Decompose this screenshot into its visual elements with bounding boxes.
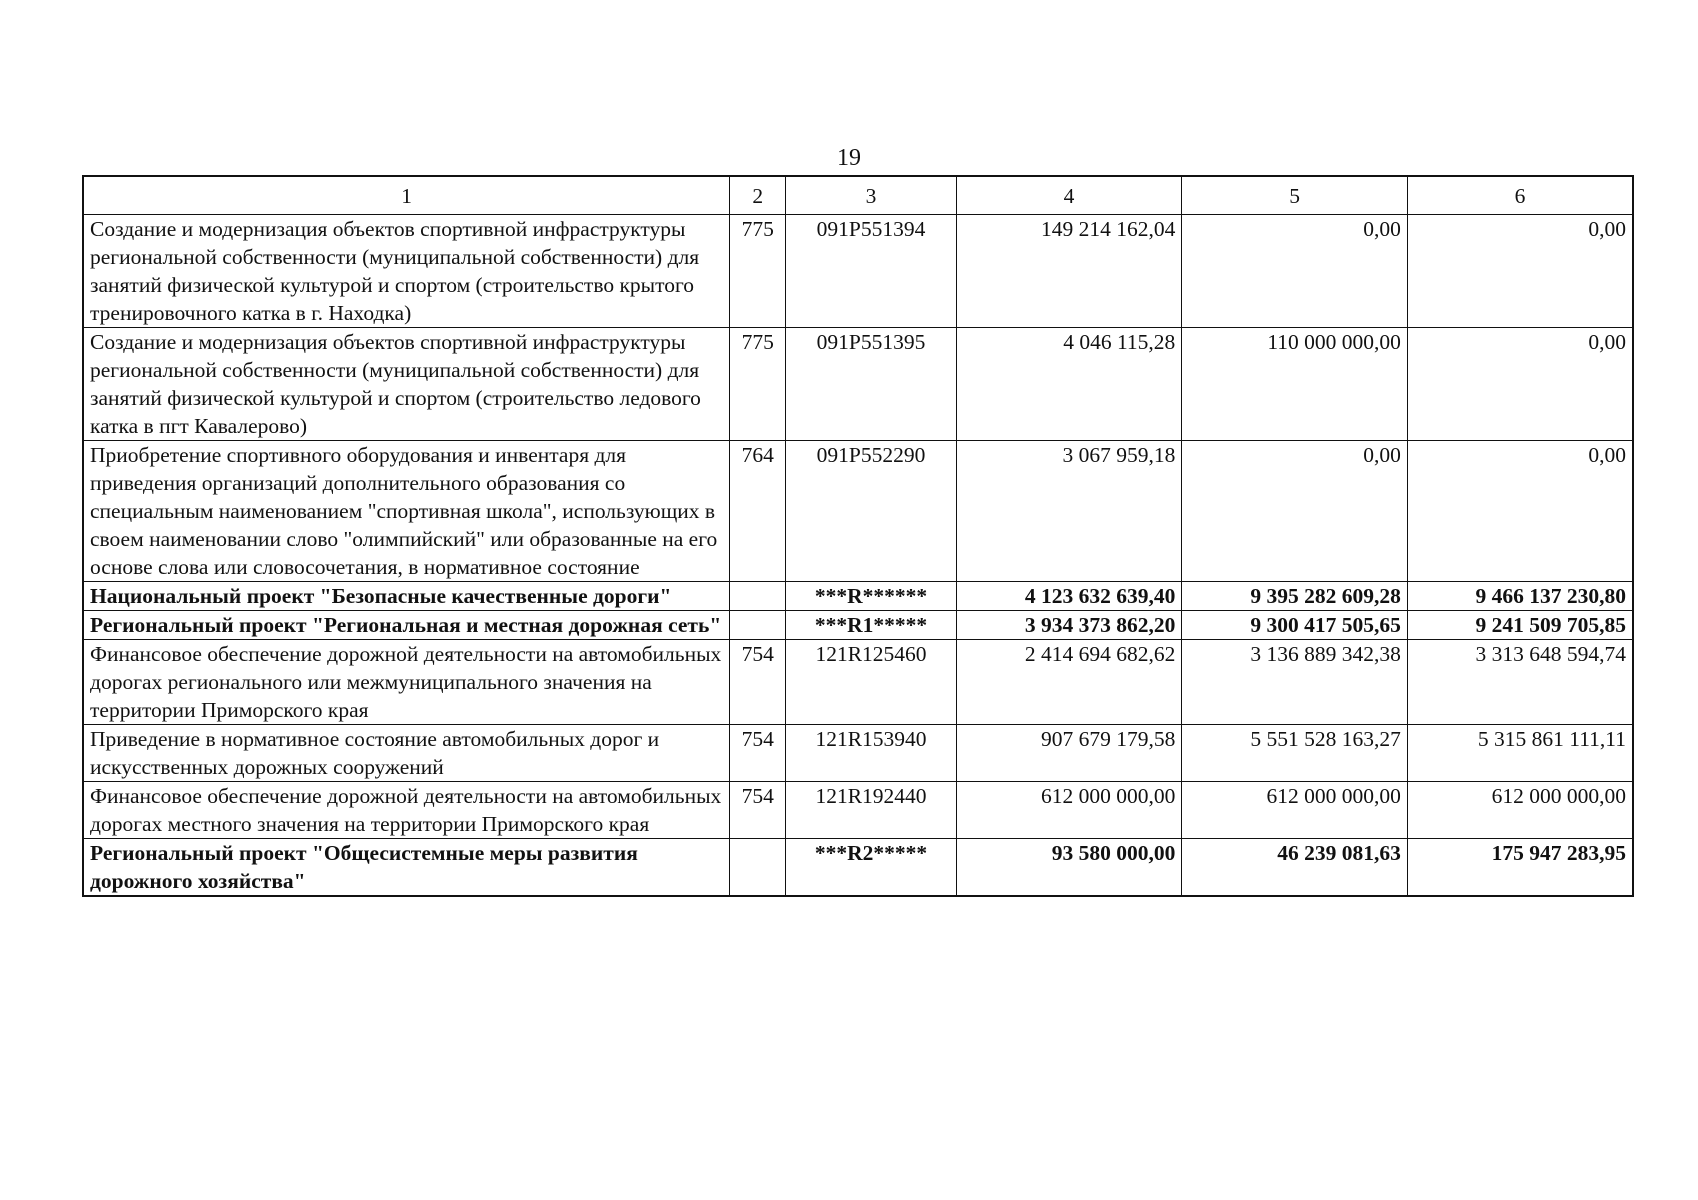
admin-code-cell: 754 bbox=[730, 640, 786, 725]
amount-col5-cell: 3 136 889 342,38 bbox=[1182, 640, 1408, 725]
item-name-cell: Приведение в нормативное состояние автомобильных дорог и искусственных дорожных сооружений bbox=[83, 725, 730, 782]
header-row bbox=[83, 176, 1633, 215]
amount-col4-cell: 149 214 162,04 bbox=[956, 215, 1182, 328]
table-row bbox=[83, 582, 1633, 611]
table-row bbox=[83, 611, 1633, 640]
item-name-cell: Создание и модернизация объектов спортивной инфраструктуры региональной собственности (муниципальной собственности) для занятий физической культурой и спортом (строительство крытого тренировочного катка в г. Находка) bbox=[83, 215, 730, 328]
amount-col6-cell: 0,00 bbox=[1407, 215, 1633, 328]
table-row bbox=[83, 441, 1633, 582]
amount-col4-cell: 4 123 632 639,40 bbox=[956, 582, 1182, 611]
amount-col5-cell: 46 239 081,63 bbox=[1182, 839, 1408, 897]
item-name-cell: Региональный проект "Региональная и местная дорожная сеть" bbox=[83, 611, 730, 640]
column-header: 4 bbox=[956, 176, 1182, 215]
amount-col5-cell: 0,00 bbox=[1182, 441, 1408, 582]
amount-col4-cell: 907 679 179,58 bbox=[956, 725, 1182, 782]
amount-col6-cell: 612 000 000,00 bbox=[1407, 782, 1633, 839]
target-code-cell: 121R125460 bbox=[786, 640, 956, 725]
budget-table bbox=[82, 175, 1634, 897]
target-code-cell: 091P551395 bbox=[786, 328, 956, 441]
table-row bbox=[83, 725, 1633, 782]
admin-code-cell bbox=[730, 839, 786, 897]
amount-col4-cell: 3 934 373 862,20 bbox=[956, 611, 1182, 640]
target-code-cell: ***R2***** bbox=[786, 839, 956, 897]
amount-col4-cell: 3 067 959,18 bbox=[956, 441, 1182, 582]
target-code-cell: 091P552290 bbox=[786, 441, 956, 582]
amount-col6-cell: 0,00 bbox=[1407, 441, 1633, 582]
column-header: 6 bbox=[1407, 176, 1633, 215]
target-code-cell: ***R****** bbox=[786, 582, 956, 611]
table-row bbox=[83, 215, 1633, 328]
item-name-cell: Национальный проект "Безопасные качественные дороги" bbox=[83, 582, 730, 611]
amount-col4-cell: 612 000 000,00 bbox=[956, 782, 1182, 839]
amount-col5-cell: 9 300 417 505,65 bbox=[1182, 611, 1408, 640]
item-name-cell: Приобретение спортивного оборудования и инвентаря для приведения организаций дополнительного образования со специальным наименованием "спортивная школа", использующих в своем наименовании слово "олимпийский" или образованные на его основе слова или словосочетания, в нормативное состояние bbox=[83, 441, 730, 582]
admin-code-cell: 775 bbox=[730, 328, 786, 441]
target-code-cell: 091P551394 bbox=[786, 215, 956, 328]
amount-col5-cell: 5 551 528 163,27 bbox=[1182, 725, 1408, 782]
column-header: 3 bbox=[786, 176, 956, 215]
column-header: 5 bbox=[1182, 176, 1408, 215]
amount-col5-cell: 612 000 000,00 bbox=[1182, 782, 1408, 839]
item-name-cell: Региональный проект "Общесистемные меры развития дорожного хозяйства" bbox=[83, 839, 730, 897]
admin-code-cell: 764 bbox=[730, 441, 786, 582]
target-code-cell: 121R153940 bbox=[786, 725, 956, 782]
table-row bbox=[83, 782, 1633, 839]
item-name-cell: Финансовое обеспечение дорожной деятельности на автомобильных дорогах регионального или межмуниципального значения на территории Приморского края bbox=[83, 640, 730, 725]
admin-code-cell: 754 bbox=[730, 725, 786, 782]
item-name-cell: Создание и модернизация объектов спортивной инфраструктуры региональной собственности (муниципальной собственности) для занятий физической культурой и спортом (строительство ледового катка в пгт Кавалерово) bbox=[83, 328, 730, 441]
page-number: 19 bbox=[837, 145, 861, 171]
amount-col6-cell: 3 313 648 594,74 bbox=[1407, 640, 1633, 725]
amount-col6-cell: 9 466 137 230,80 bbox=[1407, 582, 1633, 611]
column-header: 2 bbox=[730, 176, 786, 215]
amount-col5-cell: 9 395 282 609,28 bbox=[1182, 582, 1408, 611]
amount-col4-cell: 4 046 115,28 bbox=[956, 328, 1182, 441]
amount-col6-cell: 9 241 509 705,85 bbox=[1407, 611, 1633, 640]
table-row bbox=[83, 640, 1633, 725]
admin-code-cell: 754 bbox=[730, 782, 786, 839]
amount-col5-cell: 0,00 bbox=[1182, 215, 1408, 328]
amount-col6-cell: 5 315 861 111,11 bbox=[1407, 725, 1633, 782]
admin-code-cell bbox=[730, 611, 786, 640]
target-code-cell: ***R1***** bbox=[786, 611, 956, 640]
admin-code-cell bbox=[730, 582, 786, 611]
amount-col6-cell: 0,00 bbox=[1407, 328, 1633, 441]
item-name-cell: Финансовое обеспечение дорожной деятельности на автомобильных дорогах местного значения на территории Приморского края bbox=[83, 782, 730, 839]
column-header: 1 bbox=[83, 176, 730, 215]
amount-col4-cell: 2 414 694 682,62 bbox=[956, 640, 1182, 725]
amount-col5-cell: 110 000 000,00 bbox=[1182, 328, 1408, 441]
amount-col6-cell: 175 947 283,95 bbox=[1407, 839, 1633, 897]
amount-col4-cell: 93 580 000,00 bbox=[956, 839, 1182, 897]
table-row bbox=[83, 328, 1633, 441]
table-row bbox=[83, 839, 1633, 897]
target-code-cell: 121R192440 bbox=[786, 782, 956, 839]
admin-code-cell: 775 bbox=[730, 215, 786, 328]
